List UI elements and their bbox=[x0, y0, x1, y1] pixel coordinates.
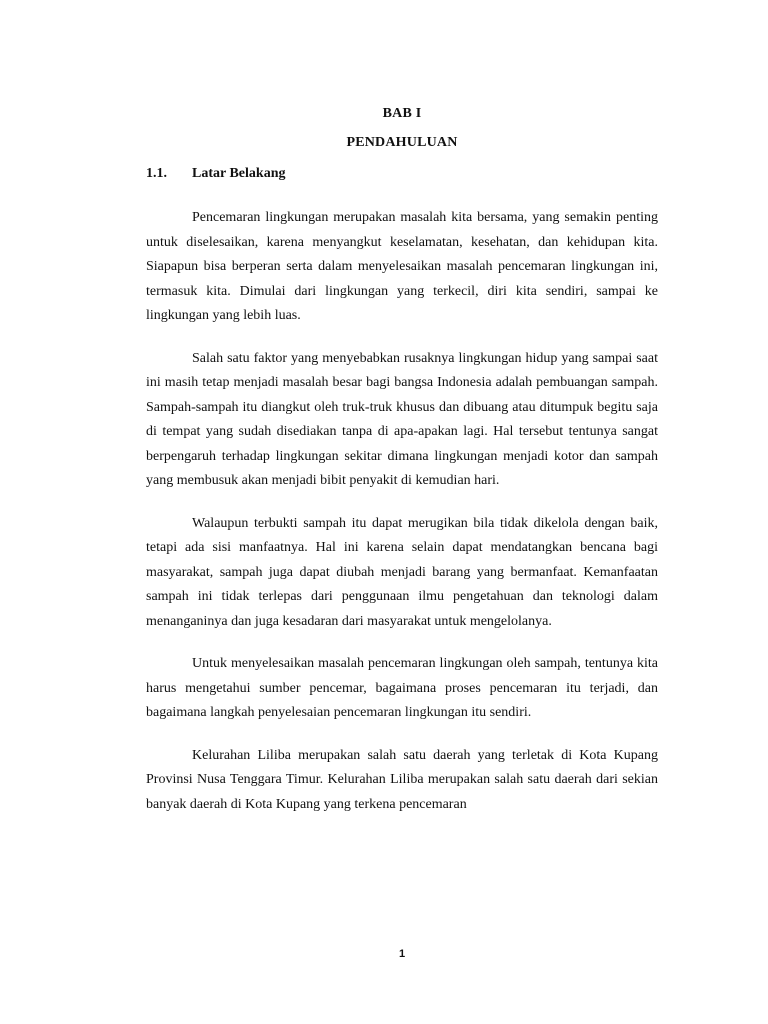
section-title: Latar Belakang bbox=[192, 166, 286, 181]
page-number: 1 bbox=[398, 948, 406, 960]
paragraph: Kelurahan Liliba merupakan salah satu daerah yang terletak di Kota Kupang Provinsi Nusa Tenggara Timur. Kelurahan Liliba merupakan salah satu daerah dari sekian banyak daerah di Kota Kupang yang terkena pencemaran bbox=[146, 747, 658, 812]
body-text bbox=[146, 206, 658, 835]
paragraph: Pencemaran lingkungan merupakan masalah kita bersama, yang semakin penting untuk diselesaikan, karena menyangkut keselamatan, kesehatan, dan kehidupan kita. Siapapun bisa berperan serta dalam menyelesaikan masalah pencemaran lingkungan ini, termasuk kita. Dimulai dari lingkungan yang terkecil, diri kita sendiri, sampai ke lingkungan yang lebih luas. bbox=[146, 210, 658, 323]
section-number: 1.1. bbox=[146, 166, 167, 181]
chapter-label: BAB I bbox=[382, 106, 422, 121]
paragraph: Walaupun terbukti sampah itu dapat merugikan bila tidak dikelola dengan baik, tetapi ada sisi manfaatnya. Hal ini karena selain dapat mendatangkan bencana bagi masyarakat, sampah juga dapat diubah menjadi barang yang bermanfaat. Kemanfaatan sampah ini tidak terlepas dari penggunaan ilmu pengetahuan dan teknologi dalam menanganinya dan juga kesadaran dari masyarakat untuk mengelolanya. bbox=[146, 515, 658, 629]
section-heading bbox=[146, 166, 285, 182]
chapter-title: PENDAHULUAN bbox=[346, 135, 458, 150]
paragraph: Untuk menyelesaikan masalah pencemaran lingkungan oleh sampah, tentunya kita harus mengetahui sumber pencemar, bagaimana proses pencemaran itu terjadi, dan bagaimana langkah penyelesaian pencemaran lingkungan itu sendiri. bbox=[146, 656, 658, 720]
paragraph: Salah satu faktor yang menyebabkan rusaknya lingkungan hidup yang sampai saat ini masih tetap menjadi masalah besar bagi bangsa Indonesia adalah pembuangan sampah. Sampah-sampah itu diangkut oleh truk-truk khusus dan dibuang atau ditumpuk begitu saja di tempat yang sudah disediakan tanpa di apa-apakan lagi. Hal tersebut tentunya sangat berpengaruh terhadap lingkungan sekitar dimana lingkungan menjadi kotor dan sampah yang membusuk akan menjadi bibit penyakit di kemudian hari. bbox=[146, 350, 658, 488]
